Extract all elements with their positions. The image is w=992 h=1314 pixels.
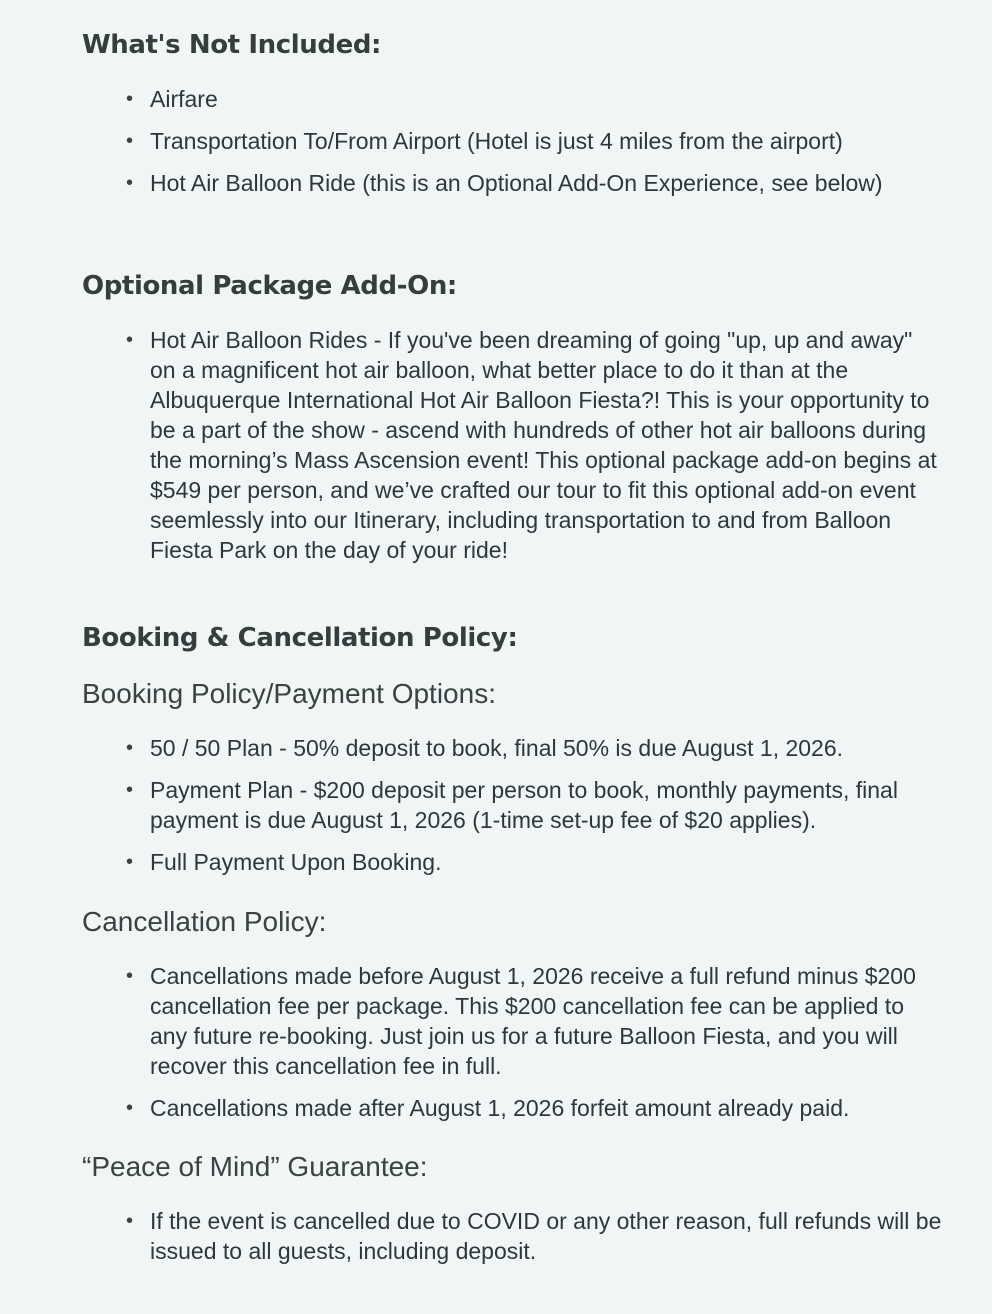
cancellation-list bbox=[82, 961, 942, 1123]
policy-section bbox=[82, 623, 942, 653]
list-item-text: Airfare bbox=[150, 86, 218, 112]
bullet-icon: • bbox=[126, 851, 134, 873]
not-included-list-wrap bbox=[82, 84, 942, 198]
list-item bbox=[126, 1093, 942, 1123]
booking-list bbox=[82, 733, 942, 877]
addon-list-wrap bbox=[82, 325, 942, 565]
bullet-icon: • bbox=[126, 737, 134, 759]
list-item bbox=[126, 84, 942, 114]
bullet-icon: • bbox=[126, 88, 134, 110]
addon-section bbox=[82, 271, 942, 301]
booking-subsection bbox=[82, 678, 942, 710]
guarantee-list-wrap bbox=[82, 1206, 942, 1266]
bullet-icon: • bbox=[126, 1097, 134, 1119]
list-item-text: If the event is cancelled due to COVID or any other reason, full refunds will be issued to all guests, including deposit. bbox=[150, 1208, 942, 1264]
list-item bbox=[126, 961, 942, 1081]
cancellation-subheading: Cancellation Policy: bbox=[82, 906, 327, 937]
list-item bbox=[126, 325, 942, 565]
not-included-heading: What's Not Included: bbox=[82, 30, 382, 60]
addon-list bbox=[82, 325, 942, 565]
bullet-icon: • bbox=[126, 1210, 134, 1232]
guarantee-list bbox=[82, 1206, 942, 1266]
policy-heading: Booking & Cancellation Policy: bbox=[82, 623, 518, 653]
bullet-icon: • bbox=[126, 130, 134, 152]
guarantee-subsection bbox=[82, 1151, 942, 1183]
addon-heading: Optional Package Add-On: bbox=[82, 271, 457, 301]
list-item bbox=[126, 1206, 942, 1266]
list-item bbox=[126, 775, 942, 835]
list-item bbox=[126, 168, 942, 198]
list-item-text: Hot Air Balloon Rides - If you've been dreaming of going "up, up and away" on a magnificent hot air balloon, what better place to do it than at the Albuquerque International Hot Air Balloon Fiesta?! This is your opportunity to be a part of the show - ascend with hundreds of other hot air balloons during the morning’s Mass Ascension event! This optional package add-on begins at $549 per person, and we’ve crafted our tour to fit this optional add-on event seemlessly into our Itinerary, including transportation to and from Balloon Fiesta Park on the day of your ride! bbox=[150, 327, 937, 563]
booking-subheading: Booking Policy/Payment Options: bbox=[82, 678, 496, 709]
list-item-text: Cancellations made before August 1, 2026 receive a full refund minus $200 cancellation fee per package. This $200 cancellation fee can be applied to any future re-booking. Just join us for a future Balloon Fiesta, and you will recover this cancellation fee in full. bbox=[150, 963, 916, 1079]
list-item-text: Transportation To/From Airport (Hotel is just 4 miles from the airport) bbox=[150, 128, 843, 154]
list-item-text: Payment Plan - $200 deposit per person to book, monthly payments, final payment is due August 1, 2026 (1-time set-up fee of $20 applies). bbox=[150, 777, 898, 833]
list-item-text: Cancellations made after August 1, 2026 forfeit amount already paid. bbox=[150, 1095, 850, 1121]
list-item bbox=[126, 733, 942, 763]
bullet-icon: • bbox=[126, 965, 134, 987]
list-item-text: 50 / 50 Plan - 50% deposit to book, final 50% is due August 1, 2026. bbox=[150, 735, 844, 761]
cancellation-list-wrap bbox=[82, 961, 942, 1123]
guarantee-subheading: “Peace of Mind” Guarantee: bbox=[82, 1151, 428, 1182]
booking-list-wrap bbox=[82, 733, 942, 877]
bullet-icon: • bbox=[126, 779, 134, 801]
bullet-icon: • bbox=[126, 172, 134, 194]
cancellation-subsection bbox=[82, 906, 942, 938]
bullet-icon: • bbox=[126, 329, 134, 351]
not-included-section bbox=[82, 30, 942, 60]
list-item-text: Hot Air Balloon Ride (this is an Optional Add-On Experience, see below) bbox=[150, 170, 883, 196]
list-item-text: Full Payment Upon Booking. bbox=[150, 849, 442, 875]
not-included-list bbox=[82, 84, 942, 198]
list-item bbox=[126, 847, 942, 877]
list-item bbox=[126, 126, 942, 156]
